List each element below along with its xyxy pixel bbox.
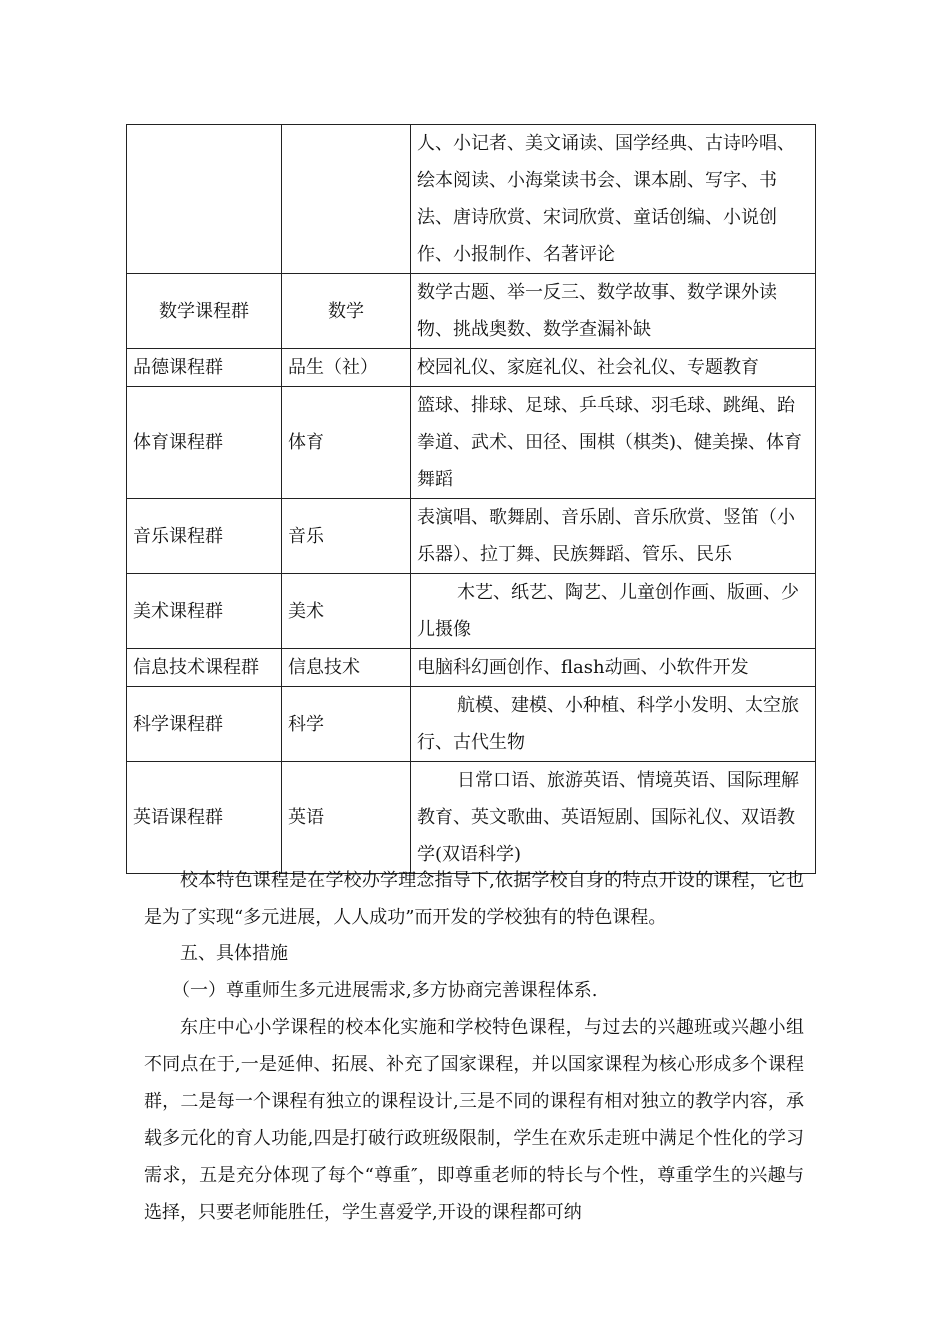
course-items-cell: [411, 687, 816, 762]
course-items-cell: 校园礼仪、家庭礼仪、社会礼仪、专题教育: [411, 349, 816, 387]
table-row: [127, 349, 816, 387]
course-group-cell: 美术课程群: [127, 574, 282, 649]
course-group-cell: [127, 125, 282, 274]
course-items-cell: 人、小记者、美文诵读、国学经典、古诗吟唱、绘本阅读、小海棠读书会、课本剧、写字、书法、唐诗欣赏、宋词欣赏、童话创编、小说创作、小报制作、名著评论: [411, 125, 816, 274]
body-paragraph: 校本特色课程是在学校办学理念指导下,依据学校自身的特点开设的课程，它也是为了实现“多元进展，人人成功”而开发的学校独有的特色课程。: [144, 870, 804, 928]
subject-cell: 音乐: [282, 499, 411, 574]
subject-cell: 数学: [282, 274, 411, 349]
subject-cell: [282, 125, 411, 274]
course-group-cell: 英语课程群: [127, 762, 282, 874]
course-group-cell: 体育课程群: [127, 387, 282, 499]
course-group-cell: 信息技术课程群: [127, 649, 282, 687]
table-row: [127, 274, 816, 349]
course-items-text: 日常口语、旅游英语、情境英语、国际理解教育、英文歌曲、英语短剧、国际礼仪、双语教学(双语科学): [417, 770, 799, 865]
subject-cell: 体育: [282, 387, 411, 499]
subject-cell: 英语: [282, 762, 411, 874]
subject-cell: 科学: [282, 687, 411, 762]
course-items-cell: 篮球、排球、足球、乒乓球、羽毛球、跳绳、跆拳道、武术、田径、围棋（棋类)、健美操、体育舞蹈: [411, 387, 816, 499]
course-items-cell: [411, 762, 816, 874]
subject-cell: 品生（社）: [282, 349, 411, 387]
course-group-cell: 品德课程群: [127, 349, 282, 387]
table-row: [127, 499, 816, 574]
course-items-cell: [411, 574, 816, 649]
course-group-cell: 音乐课程群: [127, 499, 282, 574]
course-items-text: 木艺、纸艺、陶艺、儿童创作画、版画、少儿摄像: [417, 582, 799, 640]
course-items-text: 航模、建模、小种植、科学小发明、太空旅行、古代生物: [417, 695, 799, 753]
table-row: [127, 387, 816, 499]
course-group-cell: 科学课程群: [127, 687, 282, 762]
table-row: [127, 687, 816, 762]
course-group-table: [126, 124, 816, 874]
table-row: [127, 574, 816, 649]
course-items-cell: 数学古题、举一反三、数学故事、数学课外读物、挑战奥数、数学查漏补缺: [411, 274, 816, 349]
body-paragraph: 东庄中心小学课程的校本化实施和学校特色课程，与过去的兴趣班或兴趣小组不同点在于,一是延伸、拓展、补充了国家课程，并以国家课程为核心形成多个课程群，二是每一个课程有独立的课程设计,三是不同的课程有相对独立的教学内容，承载多元化的育人功能,四是打破行政班级限制，学生在欢乐走班中满足个性化的学习需求，五是充分体现了每个“尊重″，即尊重老师的特长与个性，尊重学生的兴趣与选择，只要老师能胜任，学生喜爱学,开设的课程都可纳: [144, 1017, 804, 1223]
section-heading: 五、具体措施: [180, 943, 288, 964]
subject-cell: 信息技术: [282, 649, 411, 687]
course-items-cell: 电脑科幻画创作、flash动画、小软件开发: [411, 649, 816, 687]
subsection-heading: （一）尊重师生多元进展需求,多方协商完善课程体系.: [172, 980, 598, 1001]
table-row: [127, 762, 816, 874]
course-group-cell: 数学课程群: [127, 274, 282, 349]
subject-cell: 美术: [282, 574, 411, 649]
course-items-cell: 表演唱、歌舞剧、音乐剧、音乐欣赏、竖笛（小乐器）、拉丁舞、民族舞蹈、管乐、民乐: [411, 499, 816, 574]
table-row: [127, 649, 816, 687]
table-row: [127, 125, 816, 274]
